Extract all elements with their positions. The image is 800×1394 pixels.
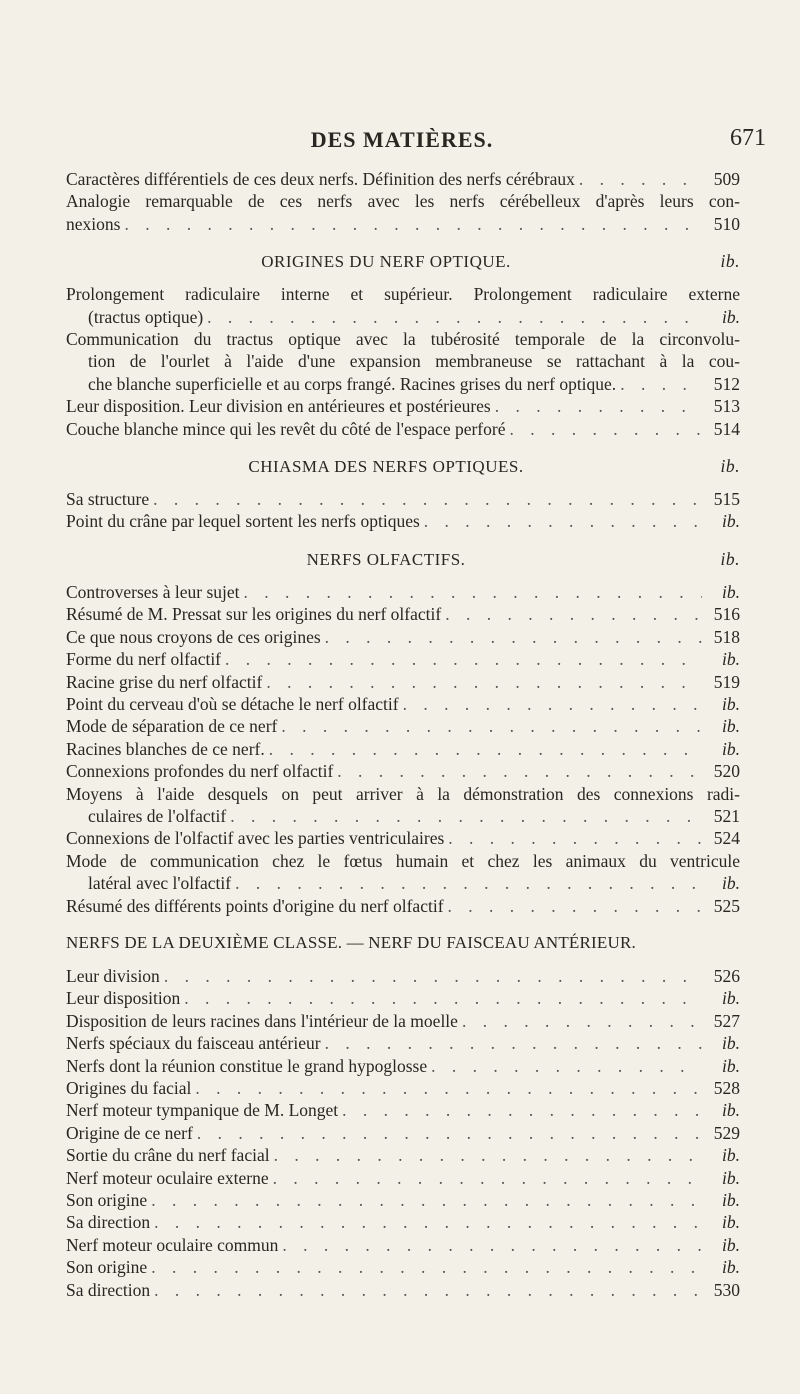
toc-entry: Sa structure . . . 515 — [66, 488, 740, 510]
toc-entry: Son origine . . . ib. — [66, 1189, 740, 1211]
toc-entry: Caractères différentiels de ces deux nerfs. Définition des nerfs cérébraux . . . 509 — [66, 168, 740, 190]
page-number: 671 — [730, 125, 766, 151]
toc-entry: Son origine . . . ib. — [66, 1256, 740, 1278]
toc-entry: Connexions de l'olfactif avec les parties ventriculaires . . . 524 — [66, 827, 740, 849]
toc-entry: Nerf moteur oculaire externe . . . ib. — [66, 1167, 740, 1189]
running-header — [0, 127, 800, 157]
toc-entry: Leur disposition . . . ib. — [66, 987, 740, 1009]
section-heading-optique: ORIGINES DU NERF OPTIQUE. ib. — [261, 251, 740, 272]
toc-entry-line: tion de l'ourlet à l'aide d'une expansion membraneuse se rattachant à la cou- — [88, 351, 740, 372]
toc-entry: Origines du facial . . . 528 — [66, 1077, 740, 1099]
toc-entry: Mode de séparation de ce nerf . . . ib. — [66, 715, 740, 737]
toc-entry: Racine grise du nerf olfactif . . . 519 — [66, 671, 740, 693]
toc-entry: Connexions profondes du nerf olfactif . . . 520 — [66, 760, 740, 782]
toc-entry: Leur disposition. Leur division en antérieures et postérieures . . . 513 — [66, 395, 740, 417]
toc-entry: che blanche superficielle et au corps frangé. Racines grises du nerf optique. . . . 512 — [66, 373, 740, 395]
section-heading-chiasma: CHIASMA DES NERFS OPTIQUES. ib. — [248, 456, 740, 477]
toc-entry: Sa direction . . . 530 — [66, 1279, 740, 1301]
toc-entry: Point du cerveau d'où se détache le nerf olfactif . . . ib. — [66, 693, 740, 715]
section-heading-olfactifs: NERFS OLFACTIFS. ib. — [306, 548, 740, 569]
toc-entry: Ce que nous croyons de ces origines . . . 518 — [66, 626, 740, 648]
toc-entry: Origine de ce nerf . . . 529 — [66, 1122, 740, 1144]
toc-entry: Nerfs dont la réunion constitue le grand hypoglosse . . . ib. — [66, 1055, 740, 1077]
toc-entry: Nerf moteur tympanique de M. Longet . . . ib. — [66, 1099, 740, 1121]
toc-entry: Point du crâne par lequel sortent les nerfs optiques . . . ib. — [66, 510, 740, 532]
toc-entry-line: Mode de communication chez le fœtus humain et chez les animaux du ventricule — [66, 850, 740, 871]
toc-entry: nexions . . . 510 — [66, 213, 740, 235]
toc-entry-line: Prolongement radiculaire interne et supérieur. Prolongement radiculaire externe — [66, 284, 740, 305]
toc-page: 509 — [713, 169, 740, 189]
toc-page: 510 — [713, 213, 740, 234]
toc-entry: Disposition de leurs racines dans l'intérieur de la moelle . . . 527 — [66, 1010, 740, 1032]
toc-entry: Résumé de M. Pressat sur les origines du nerf olfactif . . . 516 — [66, 603, 740, 625]
toc-entry: Sortie du crâne du nerf facial . . . ib. — [66, 1144, 740, 1166]
section-heading-deuxieme-classe: NERFS DE LA DEUXIÈME CLASSE. — NERF DU FAISCEAU ANTÉRIEUR. — [66, 932, 636, 952]
toc-entry: culaires de l'olfactif . . . 521 — [66, 805, 740, 827]
table-of-contents — [66, 168, 740, 1301]
toc-entry: Sa direction . . . ib. — [66, 1211, 740, 1233]
toc-entry: Forme du nerf olfactif . . . ib. — [66, 648, 740, 670]
toc-entry: Racines blanches de ce nerf. . . . ib. — [66, 738, 740, 760]
toc-entry-line: Analogie remarquable de ces nerfs avec les nerfs cérébelleux d'après leurs con- — [66, 191, 740, 212]
toc-entry: Leur division . . . 526 — [66, 965, 740, 987]
toc-entry: Nerf moteur oculaire commun . . . ib. — [66, 1234, 740, 1256]
header-title: DES MATIÈRES. — [310, 127, 494, 152]
toc-entry: latéral avec l'olfactif . . . ib. — [66, 872, 740, 894]
toc-entry-line: Moyens à l'aide desquels on peut arriver à la démonstration des connexions radi- — [66, 783, 740, 804]
toc-entry: (tractus optique) . . . ib. — [66, 306, 740, 328]
toc-entry: Controverses à leur sujet . . . ib. — [66, 581, 740, 603]
toc-entry: Couche blanche mince qui les revêt du côté de l'espace perforé . . . 514 — [66, 418, 740, 440]
toc-entry: Nerfs spéciaux du faisceau antérieur . . . ib. — [66, 1032, 740, 1054]
toc-entry: Résumé des différents points d'origine du nerf olfactif . . . 525 — [66, 895, 740, 917]
toc-entry-line: Communication du tractus optique avec la tubérosité temporale de la circonvolu- — [66, 329, 740, 350]
